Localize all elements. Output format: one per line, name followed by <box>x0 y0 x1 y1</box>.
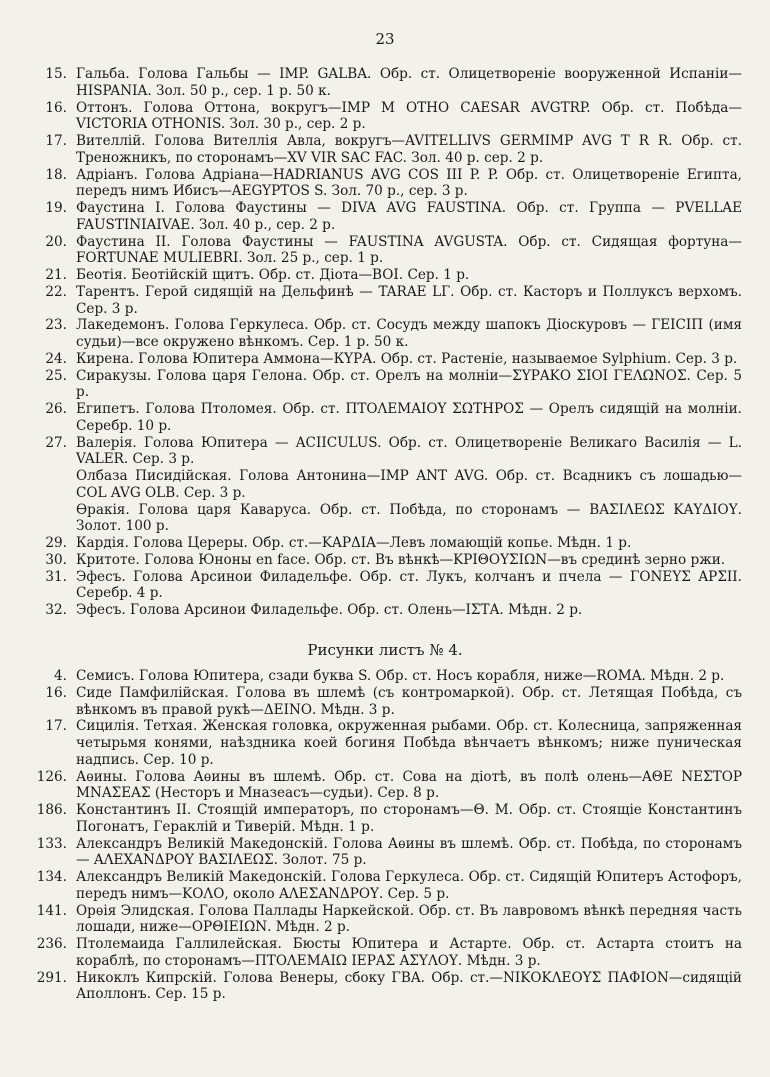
catalog-entry <box>0 468 770 502</box>
entry-text: Валерія. Голова Юпитера — ACIICULUS. Обр. ст. Олицетвореніе Великаго Василія — L. VALER. Сер. 3 р. <box>76 434 742 468</box>
entry-number: 25. <box>45 367 67 384</box>
catalog-entry <box>0 234 770 268</box>
catalog-entry <box>0 602 770 619</box>
catalog-entry <box>0 133 770 167</box>
entry-text: Адріанъ. Голова Адріана—HADRIANUS AVG COS III P. P. Обр. ст. Олицетвореніе Египта, передъ нимъ Ибисъ—AEGYPTOS S. Зол. 70 р., сер. 3 р. <box>76 166 742 200</box>
entries-block-plate-4 <box>0 668 770 1003</box>
entry-text: Птолемаида Галлилейская. Бюсты Юпитера и Астарте. Обр. ст. Астарта стоитъ на кораблѣ, по сторонамъ—ΠΤΟΛΕΜΑΙΩ ΙΕΡΑΣ ΑΣΥΛΟΥ. Мѣдн. 3 р. <box>76 936 742 969</box>
catalog-entry <box>0 535 770 552</box>
entry-text: Критоте. Голова Юноны en face. Обр. ст. Въ вѣнкѣ—ΚΡΙΘΟΥΣΙΩΝ—въ срединѣ зерно ржи. <box>76 551 726 568</box>
entry-number: 16. <box>45 99 67 116</box>
entry-text: Сиде Памфилійская. Голова въ шлемѣ (съ контромаркой). Обр. ст. Летящая Побѣда, съ вѣнкомъ въ правой рукѣ—ΔΕΙΝΟ. Мѣдн. 3 р. <box>76 684 742 718</box>
catalog-entry <box>0 836 770 870</box>
entry-number: 17. <box>45 718 67 735</box>
catalog-entry <box>0 970 770 1004</box>
entry-number: 291. <box>36 969 67 986</box>
catalog-entry <box>0 267 770 284</box>
catalog-entry <box>0 368 770 402</box>
entry-number: 126. <box>36 768 67 785</box>
entry-number: 30. <box>45 551 67 568</box>
catalog-entry <box>0 769 770 803</box>
catalog-entry <box>0 435 770 469</box>
section-title: Рисунки листъ № 4. <box>307 641 463 659</box>
entry-number: 16. <box>45 684 67 701</box>
catalog-entry <box>0 552 770 569</box>
catalog-entry <box>0 167 770 201</box>
entry-text: Никоклъ Кипрскій. Голова Венеры, сбоку ΓΒΑ. Обр. ст.—ΝΙΚΟΚΛΕΟΥΣ ΠΑΦΙΟΝ—сидящій Аполлонъ. Сер. 15 р. <box>76 969 742 1003</box>
entry-number: 29. <box>45 535 67 551</box>
catalog-entry <box>0 317 770 351</box>
entry-text: Тарентъ. Герой сидящій на Дельфинѣ — TARAE LГ. Обр. ст. Касторъ и Поллуксъ верхомъ. Сер. 3 р. <box>76 283 742 317</box>
entry-text: Эфесъ. Голова Арсинои Филадельфе. Обр. ст. Лукъ, колчанъ и пчела — ΓΟΝΕΥΣ ΑΡΣΙΙ. Серебр. 4 р. <box>76 568 742 602</box>
entry-text: Семисъ. Голова Юпитера, сзади буква S. Обр. ст. Носъ корабля, ниже—ROMA. Мѣдн. 2 р. <box>76 668 725 684</box>
entry-number: 236. <box>36 936 67 952</box>
entry-text: Эфесъ. Голова Арсинои Филадельфе. Обр. ст. Олень—ΙΣΤΑ. Мѣдн. 2 р. <box>76 602 583 618</box>
catalog-entry <box>0 200 770 234</box>
entry-number: 18. <box>45 166 67 183</box>
catalog-entry <box>0 66 770 100</box>
catalog-entry <box>0 685 770 719</box>
entry-text: Египетъ. Голова Птоломея. Обр. ст. ΠΤΟΛΕΜΑΙΟΥ ΣΩΤΗΡΟΣ — Орелъ сидящій на молніи. Серебр. 10 р. <box>76 401 742 434</box>
catalog-entry <box>0 569 770 603</box>
entry-number: 17. <box>45 133 67 149</box>
entry-text: Кардія. Голова Цереры. Обр. ст.—ΚΑΡΔΙΑ—Левъ ломающій копье. Мѣдн. 1 р. <box>76 535 632 551</box>
entry-text: Сицилія. Тетхая. Женская головка, окруженная рыбами. Обр. ст. Колесница, запряженная четырьмя конями, наѣздника коей богиня Побѣда вѣнчаетъ вѣнкомъ; ниже пуническая надпись. Сер. 10 р. <box>76 718 742 768</box>
entry-text: Орѳія Элидская. Голова Паллады Наркейской. Обр. ст. Въ лавровомъ вѣнкѣ передняя часть лошади, ниже—ΟΡΘΙΕΙΩΝ. Мѣдн. 2 р. <box>76 902 742 936</box>
entry-text: Сиракузы. Голова царя Гелона. Обр. ст. Орелъ на молніи—ΣΥΡΑΚΟ ΣΙΟΙ ΓΕΛΩΝΟΣ. Сер. 5 р. <box>76 367 742 401</box>
entry-number: 134. <box>36 869 67 885</box>
catalog-entry <box>0 502 770 536</box>
entry-number: 4. <box>54 668 67 684</box>
entry-text: Фаустина II. Голова Фаустины — FAUSTINA AVGUSTA. Обр. ст. Сидящая фортуна— FORTUNAE MULIEBRI. Зол. 25 р., сер. 1 р. <box>76 233 742 267</box>
entry-text: Кирена. Голова Юпитера Аммона—КΥΡΑ. Обр. ст. Растеніе, называемое Sylphium. Сер. 3 р. <box>76 350 738 367</box>
entry-number: 24. <box>45 350 67 367</box>
entry-number: 31. <box>45 568 67 585</box>
catalog-entry <box>0 284 770 318</box>
entry-text: Лакедемонъ. Голова Геркулеса. Обр. ст. Сосудъ между шапокъ Діоскуровъ — ГЕІСІП (имя судьи)—все окружено вѣнкомъ. Сер. 1 р. 50 к. <box>76 317 742 350</box>
entry-number: 19. <box>45 200 67 216</box>
entry-number: 26. <box>45 401 67 417</box>
entry-text: Гальба. Голова Гальбы — IMP. GALBA. Обр. ст. Олицетвореніе вооруженной Испаніи— HISPANIA. Зол. 50 р., сер. 1 р. 50 к. <box>76 66 742 99</box>
entry-number: 15. <box>45 66 67 82</box>
entry-number: 32. <box>45 602 67 618</box>
catalog-entry <box>0 903 770 937</box>
entry-text: Константинъ II. Стоящій императоръ, по сторонамъ—Θ. Μ. Обр. ст. Стоящіе Константинъ Погонатъ, Гераклій и Тиверій. Мѣдн. 1 р. <box>76 802 742 835</box>
catalog-entry <box>0 401 770 435</box>
entry-number: 22. <box>45 283 67 300</box>
entry-text: Фаустина I. Голова Фаустины — DIVA AVG FAUSTINA. Обр. ст. Группа — PVELLAE FAUSTINIAIVAE. Зол. 40 р., сер. 2 р. <box>76 200 742 233</box>
entry-text: Александръ Великій Македонскій. Голова Аѳины въ шлемѣ. Обр. ст. Побѣда, по сторонамъ— ΑΛΕΧΑΝΔΡΟΥ ΒΑΣΙΛΕΩΣ. Золот. 75 р. <box>76 835 742 869</box>
entry-text: Оттонъ. Голова Оттона, вокругъ—IMP M OTHO CAESAR AVGTRP. Обр. ст. Побѣда— VICTORIA OTHONIS. Зол. 30 р., сер. 2 р. <box>76 99 742 133</box>
entry-text: Александръ Великій Македонскій. Голова Геркулеса. Обр. ст. Сидящій Юпитеръ Астофоръ, передъ нимъ—ΚΟΛΟ, около ΑΛΕΣΑΝΔΡΟΥ. Сер. 5 р. <box>76 869 742 902</box>
catalog-entry <box>0 100 770 134</box>
entry-number: 21. <box>45 267 67 283</box>
catalog-entry <box>0 936 770 970</box>
catalog-entry <box>0 668 770 685</box>
entry-number: 20. <box>45 233 67 250</box>
entry-number: 23. <box>45 317 67 334</box>
catalog-entry <box>0 869 770 903</box>
catalog-entry <box>0 351 770 368</box>
entry-number: 186. <box>36 802 67 818</box>
entry-number: 133. <box>36 835 67 852</box>
entry-number: 27. <box>45 434 67 451</box>
entry-text: Вителлій. Голова Вителлія Авла, вокругъ—AVITELLIVS GERMIMP AVG T R R. Обр. ст. Треножникъ, по сторонамъ—XV VIR SAC FAC. Зол. 40 р. сер. 2 р. <box>76 133 742 166</box>
catalog-entry <box>0 802 770 836</box>
page-number: 23 <box>375 30 395 48</box>
entry-number: 141. <box>36 902 67 919</box>
entry-text: Аѳины. Голова Аѳины въ шлемѣ. Обр. ст. Сова на діотѣ, въ полѣ олень—ΑΘΕ ΝΕΣΤΟΡ ΜΝΑΣΕΑΣ (Несторъ и Мназеасъ—судьи). Сер. 8 р. <box>76 768 742 802</box>
entry-text: Беотія. Беотійскій щитъ. Обр. ст. Діота—BOI. Сер. 1 р. <box>76 267 470 283</box>
catalog-entry <box>0 718 770 768</box>
entry-text: Олбаза Писидійская. Голова Антонина—IMP ANT AVG. Обр. ст. Всадникъ съ лошадью— COL AVG OLB. Сер. 3 р. <box>76 468 742 501</box>
entry-text: Ѳракія. Голова царя Каваруса. Обр. ст. Побѣда, по сторонамъ — ΒΑΣΙΛΕΩΣ ΚΑΥΔΙΟΥ. Золот. 100 р. <box>76 501 742 535</box>
entries-block-coins <box>0 66 770 619</box>
